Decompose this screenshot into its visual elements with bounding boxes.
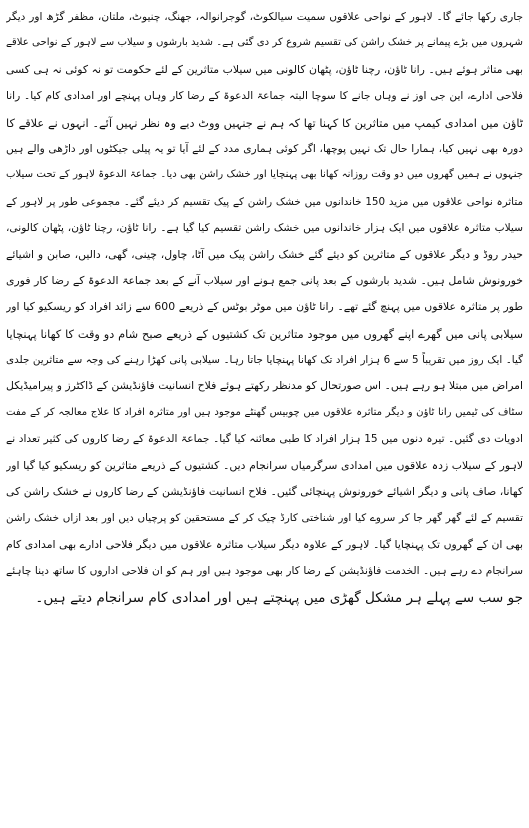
article-line: بھی متاثر ہوئے ہیں۔ رانا ٹاؤن، رچنا ٹاؤن، پٹھان کالونی میں سیلاب متاثرین کے لئے حکومت تو نہ کوئی نہ ہی کسی	[6, 62, 523, 76]
article-line: بھی ان کے گھروں تک پہنچایا گیا۔ لاہور کے علاوہ دیگر سیلاب متاثرہ علاقوں میں دیگر فلاحی ادارے بھی امدادی کام	[6, 537, 523, 551]
article-line: جو سب سے پہلے ہر مشکل گھڑی میں پہنچتے ہیں اور امدادی کام سرانجام دیتے ہیں۔	[35, 589, 523, 606]
article-line: دورہ بھی نہیں کیا، ہمارا حال تک نہیں پوچھا، اگر کوئی ہماری مدد کے لئے آیا تو یہ پیلی جیکٹوں اور داڑھی والے ہیں	[6, 142, 523, 155]
article-line: شہروں میں بڑے پیمانے پر خشک راشن کی تقسیم شروع کر دی گئی ہے۔ شدید بارشوں و سیلاب سے لاہور کے نواحی علاقے	[6, 37, 523, 49]
article-line: طور پر متاثرہ علاقوں میں پہنچ گئے تھے۔ رانا ٹاؤن میں موٹر بوٹس کے ذریعے 600 سے زائد افراد کو ریسکیو کیا اور	[6, 300, 523, 314]
article-line: جاری رکھا جائے گا۔ لاہور کے نواحی علاقوں سمیت سیالکوٹ، گوجرانوالہ، جھنگ، چنیوٹ، ملتان، مظفر گڑھ اور دیگر	[6, 11, 523, 23]
article-line: خورونوش شامل ہیں۔ شدید بارشوں کے بعد پانی جمع ہونے اور سیلاب آنے کے بعد جماعۃ الدعوۃ کے رضا کار فوری	[6, 273, 523, 287]
article-line: جنہوں نے ہمیں گھروں میں دو وقت روزانہ کھانا بھی پہنچایا اور خشک راشن بھی دیا۔ جماعۃ الدعوۃ لاہور کے تحت سیلاب	[6, 169, 523, 181]
article-line: سیلابی پانی میں گھرے اپنے گھروں میں موجود متاثرین تک کشتیوں کے ذریعے صبح شام دو وقت کا کھانا پہنچایا	[6, 326, 523, 341]
article-line: سیلاب متاثرہ علاقوں میں ایک ہزار خاندانوں میں خشک راشن تقسیم کیا گیا ہے۔ رانا ٹاؤن، رچنا ٹاؤن، پٹھان کالونی،	[6, 222, 523, 235]
article-line: لاہور کے سیلاب زدہ علاقوں میں امدادی سرگرمیاں سرانجام دیں۔ کشتیوں کے ذریعے متاثرین کو ریسکیو کیا گیا اور	[6, 458, 523, 472]
article-line: فلاحی ادارے، این جی اوز نے وہاں جانے کا سوچا البتہ جماعۃ الدعوۃ کے رضا کار وہاں پہنچے اور امدادی کام کیا۔ رانا	[6, 90, 523, 103]
article-line: متاثرہ نواحی علاقوں میں مزید 150 خاندانوں میں خشک راشن کے پیک تقسیم کر دیئے گئے۔ مجموعی طور پر لاہور کے	[6, 195, 523, 208]
article-body	[6, 4, 523, 611]
article-line: کھانا، صاف پانی و دیگر اشیائے خورونوش پہنچائی گئیں۔ فلاح انسانیت فاؤنڈیشن کے رضا کاروں نے خشک راشن کی	[6, 485, 523, 499]
article-line: حیدر روڈ و دیگر علاقوں کے متاثرین کو دیئے گئے خشک راشن پیک میں آٹا، چاول، چینی، گھی، دالیں، صابن و اشیائے	[6, 247, 523, 261]
article-line: ٹاؤن میں امدادی کیمپ میں متاثرین کا کہنا تھا کہ ہم نے جنہیں ووٹ دیے وہ نظر نہیں آئے۔ انہوں نے علاقے کا	[6, 115, 523, 130]
article-line: تقسیم کے لئے گھر گھر جا کر سروے کیا اور شناختی کارڈ چیک کر کے مستحقین کو پرچیاں دیں اور بعد ازاں خشک راشن	[6, 512, 523, 525]
article-line: سرانجام دے رہے ہیں۔ الخدمت فاؤنڈیشن کے رضا کار بھی موجود ہیں اور ہم کو ان فلاحی اداروں کا ساتھ دینا چاہئے	[6, 565, 523, 578]
article-line: امراض میں مبتلا ہو رہے ہیں۔ اس صورتحال کو مدنظر رکھتے ہوئے فلاح انسانیت فاؤنڈیشن کے ڈاکٹرز و پیرامیڈیکل	[6, 379, 523, 393]
article-line: گیا۔ ایک روز میں تقریباً 5 سے 6 ہزار افراد تک کھانا پہنچایا جاتا رہا۔ سیلابی پانی کھڑا رہنے کی وجہ سے متاثرین جلدی	[6, 354, 523, 367]
article-line: ادویات دی گئیں۔ تیرہ دنوں میں 15 ہزار افراد کا طبی معائنہ کیا گیا۔ جماعۃ الدعوۃ کے رضا کاروں کی کثیر تعداد نے	[6, 433, 523, 446]
article-line: سٹاف کی ٹیمیں رانا ٹاؤن و دیگر متاثرہ علاقوں میں چوبیس گھنٹے موجود ہیں اور متاثرہ افراد کا علاج معالجہ کر کے مفت	[6, 406, 523, 418]
